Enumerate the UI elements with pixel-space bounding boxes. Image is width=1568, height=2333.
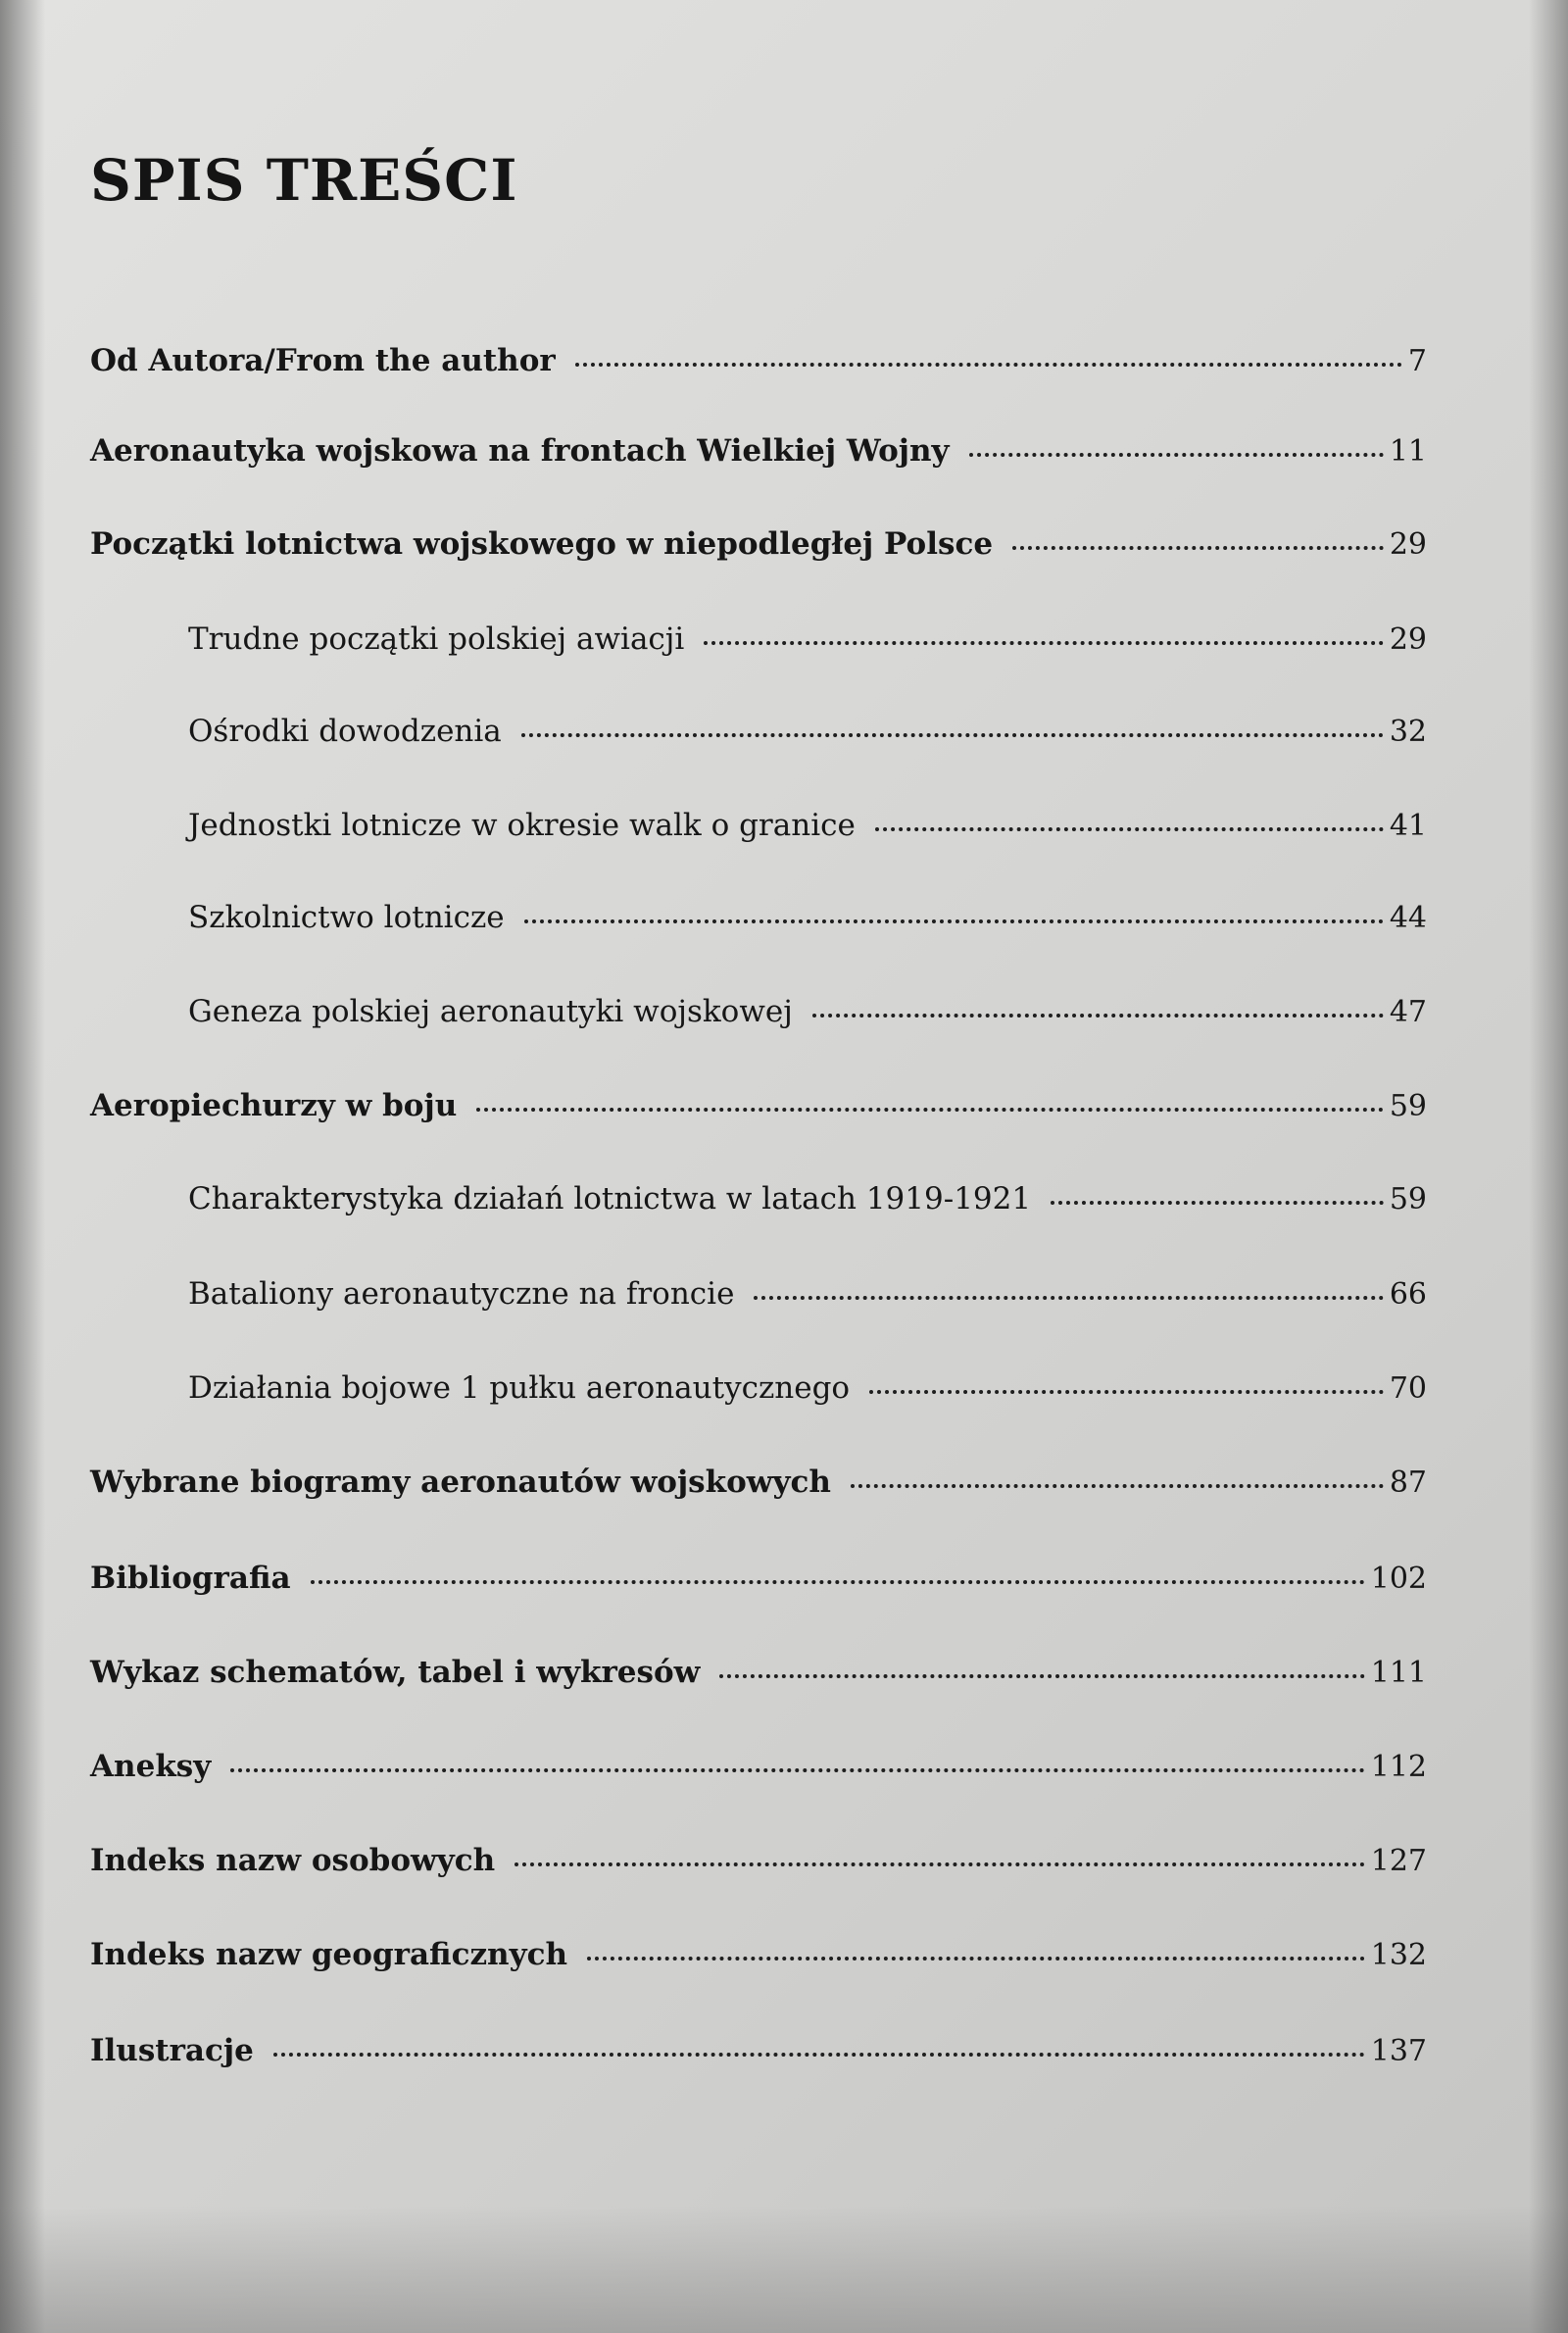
toc-entry-page-number: 132	[1370, 1938, 1427, 1972]
toc-entry-label: Od Autora/From the author	[90, 343, 556, 378]
toc-entry-page-number: 70	[1389, 1371, 1427, 1406]
toc-entry	[90, 524, 1427, 565]
toc-entry-label: Charakterystyka działań lotnictwa w latach 1919-1921	[188, 1181, 1032, 1216]
toc-entry-page-number: 11	[1389, 434, 1427, 469]
dot-leader	[1051, 1201, 1384, 1205]
toc-entry	[90, 1935, 1427, 1975]
toc-entry-label: Trudne początki polskiej awiacji	[188, 621, 685, 657]
toc-entry-label: Ośrodki dowodzenia	[188, 714, 502, 749]
dot-leader	[704, 641, 1384, 645]
toc-entry	[90, 1559, 1427, 1599]
toc-entry	[90, 1747, 1427, 1787]
toc-entry	[90, 1841, 1427, 1881]
toc-entry-label: Wybrane biogramy aeronautów wojskowych	[90, 1464, 831, 1500]
toc-entry-page-number: 111	[1370, 1656, 1427, 1690]
toc-entry-label: Wykaz schematów, tabel i wykresów	[90, 1655, 701, 1690]
dot-leader	[1012, 546, 1384, 550]
toc-entry	[90, 2031, 1427, 2071]
dot-leader	[851, 1484, 1384, 1488]
toc-entry-page-number: 44	[1389, 901, 1427, 935]
dot-leader	[514, 1862, 1365, 1866]
dot-leader	[754, 1296, 1383, 1300]
dot-leader	[812, 1014, 1384, 1018]
dot-leader	[587, 1957, 1365, 1961]
dot-leader	[273, 2053, 1365, 2057]
dot-leader	[476, 1108, 1384, 1112]
toc-entry-page-number: 59	[1389, 1089, 1427, 1123]
dot-leader	[575, 363, 1402, 367]
toc-entry	[90, 431, 1427, 472]
toc-entry-page-number: 47	[1389, 995, 1427, 1029]
dot-leader	[875, 827, 1384, 831]
toc-entry-label: Szkolnictwo lotnicze	[188, 900, 505, 935]
toc-entry-page-number: 127	[1370, 1844, 1427, 1878]
toc-entry-label: Ilustracje	[90, 2033, 254, 2068]
toc-entry-page-number: 137	[1370, 2034, 1427, 2068]
toc-entry	[90, 1086, 1427, 1126]
toc-entry-page-number: 41	[1389, 809, 1427, 843]
toc-entry-label: Indeks nazw geograficznych	[90, 1937, 568, 1972]
dot-leader	[869, 1390, 1384, 1394]
toc-entry-page-number: 59	[1389, 1182, 1427, 1216]
dot-leader	[311, 1580, 1365, 1584]
toc-entry-page-number: 112	[1370, 1750, 1427, 1784]
toc-entry-page-number: 102	[1370, 1562, 1427, 1596]
toc-entry-label: Geneza polskiej aeronautyki wojskowej	[188, 994, 793, 1029]
toc-entry-label: Aeropiechurzy w boju	[90, 1088, 458, 1123]
toc-entry	[90, 1653, 1427, 1693]
dot-leader	[969, 453, 1384, 457]
toc-entry-label: Początki lotnictwa wojskowego w niepodległej Polsce	[90, 526, 994, 562]
dot-leader	[719, 1674, 1364, 1678]
toc-entry	[90, 341, 1427, 381]
toc-entry-page-number: 87	[1389, 1465, 1427, 1500]
toc-entry-label: Aeronautyka wojskowa na frontach Wielkiej Wojny	[90, 433, 950, 469]
dot-leader	[521, 733, 1384, 737]
toc-entry-page-number: 29	[1389, 527, 1427, 562]
dot-leader	[230, 1768, 1364, 1772]
toc-entry	[188, 806, 1427, 846]
toc-entry-page-number: 66	[1389, 1277, 1427, 1312]
toc-entry-label: Bibliografia	[90, 1561, 291, 1596]
toc-entry-label: Jednostki lotnicze w okresie walk o granice	[188, 808, 856, 843]
toc-entry	[188, 992, 1427, 1032]
toc-entry	[188, 1368, 1427, 1409]
toc-entry	[90, 1463, 1427, 1503]
toc-entry	[188, 898, 1427, 938]
toc-entry	[188, 1179, 1427, 1219]
toc-entry	[188, 620, 1427, 660]
toc-entry-label: Indeks nazw osobowych	[90, 1843, 496, 1878]
dot-leader	[524, 919, 1384, 923]
toc-entry-page-number: 29	[1389, 622, 1427, 657]
toc-entry-label: Aneksy	[90, 1749, 212, 1784]
toc-entry-page-number: 7	[1407, 344, 1427, 378]
toc-entry	[188, 1274, 1427, 1315]
toc-entry-page-number: 32	[1389, 715, 1427, 749]
page-title: SPIS TREŚCI	[90, 147, 518, 214]
toc-entry	[188, 712, 1427, 752]
toc-entry-label: Działania bojowe 1 pułku aeronautycznego	[188, 1370, 851, 1406]
toc-entry-label: Bataliony aeronautyczne na froncie	[188, 1276, 735, 1312]
